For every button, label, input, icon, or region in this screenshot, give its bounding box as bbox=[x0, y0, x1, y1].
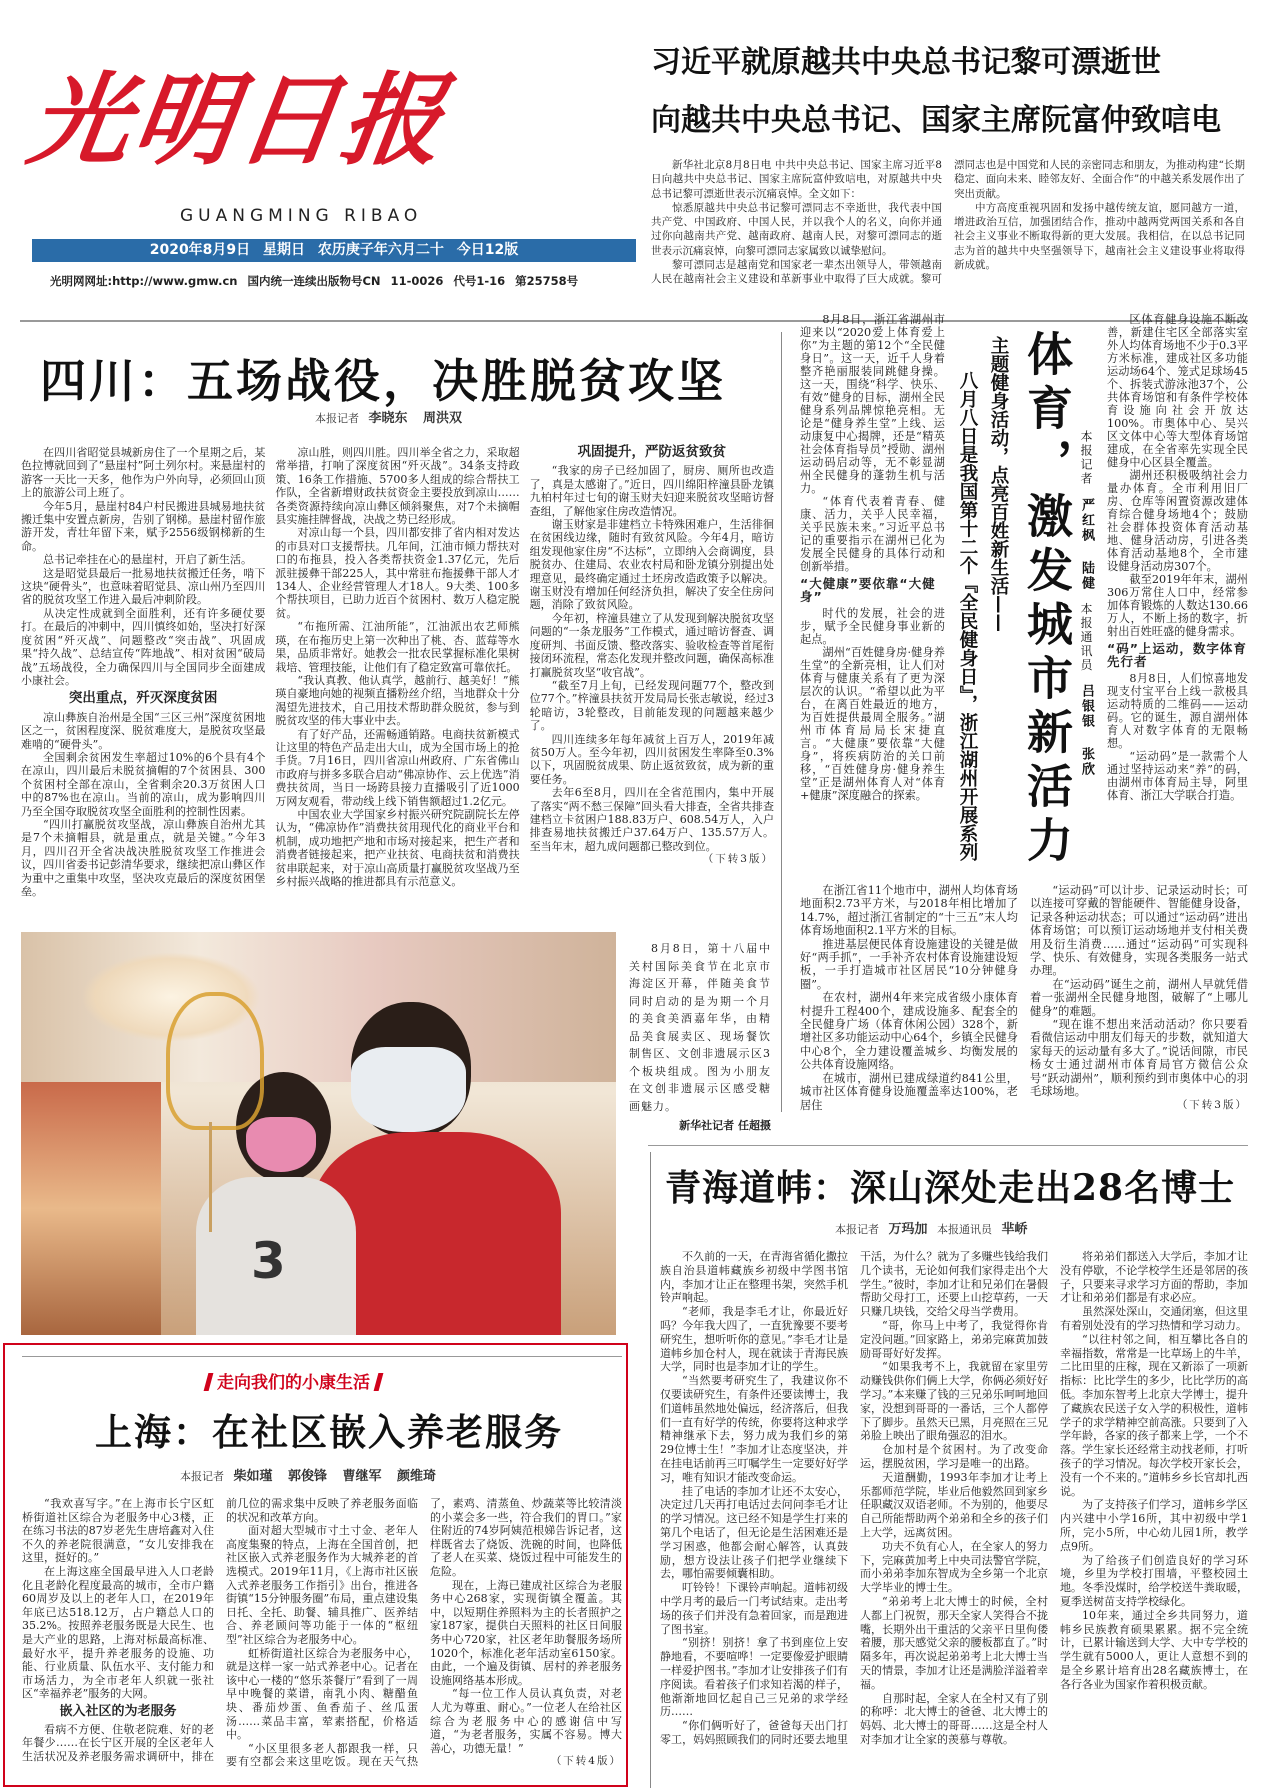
paragraph: “当然要考研究生了，我建议你不仅要读研究生，有条件还要读博士，我们道帏虽然地处偏远，经济落后，但我们一直有好学的传统，你要将这种求学精神继承下去，努力成为我们乡的第29位博士生！”李加才让态度坚决，并在挂电话前再三叮嘱学生一定要好好学习，唯有知识才能改变命运。 bbox=[660, 1374, 848, 1484]
paragraph: “小区里很多老人都跟我一样，只要有空都会来这里吃饭。现在天气热了，素鸡、清蒸鱼、炒蔬菜等比较清淡的小菜会多一些，符合我们的胃口。”家住附近的74岁阿姨范根娣告诉记者，这样既省去了烧饭、洗碗的时间，也降低了老人在买菜、烧饭过程中可能发生的危险。 bbox=[226, 1497, 622, 1769]
kicker-text: 走向我们的小康生活 bbox=[217, 1373, 370, 1393]
continued-on-page[interactable]: （下转3版） bbox=[1176, 1098, 1248, 1111]
paragraph: 今年5月，悬崖村84户村民搬进县城易地扶贫搬迁集中安置点新房，告别了钢梯。悬崖村留作旅游开发，青壮年留下来，赋予2556级钢梯新的生命。 bbox=[21, 499, 266, 553]
paragraph: “四川打赢脱贫攻坚战，凉山彝族自治州尤其是7个未摘帽县，就是重点，就是关键。”今年3月，四川召开全省决战决胜脱贫攻坚工作推进会议，四川省委书记彭清华要求，继续把凉山彝区作为重中之重集中攻坚，坚决攻克最后的深度贫困堡垒。 bbox=[21, 817, 266, 898]
paragraph: “运动码”是一款需个人通过坚持运动来“养”的码，由湖州市体育局主导，阿里体育、浙江大学联合打造。 bbox=[1107, 750, 1248, 802]
publication-info: 光明网网址:http://www.gmw.cn 国内统一连续出版物号CN 11-0026 代号1-16 第25758号 bbox=[50, 274, 579, 288]
qinghai-article-body bbox=[660, 1250, 1248, 1747]
paragraph: “以往村邻之间，相互攀比各自的幸福指数，常常是一比草场上的牛羊，二比田里的庄稼，现在又新添了一项新指标：比比学生的多少，比比学历的高低。李加东智考上北京大学博士，提升了藏族农民送子女入学的积极性，道帏学子的求学精神空前高涨。只要到了入学年龄，各家的孩子都来上学，一个不落。学生家长还经常主动找老师，打听孩子的学习情况。每次学校开家长会，没有一个不来的。”道帏乡乡长官却扎西说。 bbox=[1060, 1332, 1248, 1498]
news-photo-children-sugar-painting[interactable] bbox=[21, 932, 616, 1335]
byline-label: 本报通讯员 bbox=[1079, 602, 1093, 673]
section-divider bbox=[22, 1356, 622, 1357]
subheading: “大健康”要依靠“大健身” bbox=[800, 576, 936, 604]
paragraph: 在上海这座全国最早进入人口老龄化且老龄化程度最高的城市，全市户籍60周岁及以上的老年人口，在2019年年底已达518.12万，占户籍总人口的35.2%。按照养老服务既是大民生、也是大产业的思路，上海对标最高标准、最好水平，提升养老服务的设施、功能、行业质量、队伍水平、支付能力和市场活力，为全市老年人织就一张社区“幸福养老”服务的大网。 bbox=[22, 1564, 214, 1701]
subheading: 嵌入社区的为老服务 bbox=[59, 1703, 177, 1719]
paragraph: 湖州“百姓健身房·健身养生堂”的全新亮相，让人们对体育与健康关系有了更为深层次的认识。“希望以此为平台，在离百姓最近的地方，为百姓提供最周全服务。”湖州市体育局局长宋捷直言。“大健康”要依靠“大健身”，将疾病防治的关口前移，“百姓健身房·健身养生堂”正是湖州体育人对“体育+健康”深度融合的探索。 bbox=[800, 646, 945, 802]
author: 吕银银 bbox=[1079, 684, 1094, 730]
paragraph: 惊悉原越共中央总书记黎可漂同志不幸逝世，我代表中国共产党、中国政府、中国人民，并以我个人的名义，向你并通过你向越南共产党、越南政府、越南人民，对黎可漂同志的逝世表示沉痛哀悼，向黎可漂同志家属致以诚挚慰问。 bbox=[651, 201, 942, 257]
sichuan-byline bbox=[315, 407, 468, 426]
paragraph: 叮铃铃！下课铃声响起。道帏初级中学月考的最后一门考试结束。走出考场的孩子们并没有急着回家，而是跑进了图书室。 bbox=[660, 1581, 848, 1636]
qinghai-headline[interactable]: 青海道帏：深山深处走出28名博士 bbox=[665, 1167, 1236, 1209]
paragraph: 虹桥街道社区综合为老服务中心，就是这样一家一站式养老中心。记者在该中心一楼的“悠乐茶餐厅”看到了一周早中晚餐的菜谱，南乳小肉、糖醋鱼块、番茄炒蛋、鱼香茄子、丝瓜蛋汤……菜品丰富，荤素搭配，价格适中。 bbox=[226, 1646, 418, 1742]
sugar-painting bbox=[166, 992, 264, 1130]
paragraph: 自那时起，全家人在全村又有了别的称呼：北大博士的爸爸、北大博士的妈妈、北大博士的哥哥……这是全村人对李加才让全家的羡慕与尊敬。 bbox=[860, 1691, 1048, 1746]
byline-label: 本报记者 bbox=[315, 412, 359, 425]
kicker-bar-left bbox=[204, 1373, 214, 1391]
paragraph: 在农村，湖州4年来完成省级小康体育村提升工程400个，建成设施多、配套全的全民健身广场（体育休闲公园）328个，新增社区多功能运动中心64个，乡镇全民健身中心8个，全力建设覆盖城乡、均衡发展的公共体育设施网络。 bbox=[800, 991, 1018, 1072]
paragraph: 天道酬勤，1993年李加才让考上乐都师范学院，毕业后他毅然回到家乡任职藏汉双语老师。不为别的，他要尽自己所能帮助两个弟弟和全乡的孩子们上大学，远离贫困。 bbox=[860, 1470, 1048, 1539]
paragraph: “老师，我是李毛才让，你最近好吗？今年我大四了，一直犹豫要不要考研究生，想听听你的意见。”李毛才让是道帏乡加仓村人，现在就读于青海民族大学，同时也是李加才让的学生。 bbox=[660, 1305, 848, 1374]
paragraph: “我认真教、他认真学，越前行、越美好！”熊瑛自豪地向她的视频直播粉丝介绍，当地群众十分渴望先进技术，自己用技术帮助群众脱贫，参与到脱贫攻坚的伟大事业中去。 bbox=[275, 673, 520, 728]
zhejiang-left-column bbox=[800, 313, 945, 802]
author: 万玛加 bbox=[888, 1222, 928, 1237]
boy-face-mask bbox=[351, 1047, 466, 1132]
paragraph: 去年6至8月，四川在全省范围内，集中开展了落实“两不愁三保障”回头看大排查，全省共排查建档立卡贫困户188.83万户、608.54万人，入户排查易地扶贫搬迁户37.64万户、135.57万人。至当年末，超九成问题都已整改到位。 bbox=[529, 786, 774, 853]
paragraph: 中国农业大学国家乡村振兴研究院副院长左停认为，“佛凉协作”消费扶贫用现代化的商业平台和机制，成功地把产地和市场对接起来，把生产者和消费者链接起来，把产业扶贫、电商扶贫和消费扶贫串联起来，对于凉山高质量打赢脱贫攻坚战乃至乡村振兴战略的推进都具有示范意义。 bbox=[275, 807, 520, 888]
subheading: “码”上运动，数字体育先行者 bbox=[1107, 641, 1247, 669]
paragraph: 今年初，梓潼县建立了从发现到解决脱贫攻坚问题的“一条龙服务”工作模式，通过暗访督查、调度研判、书面反馈、整改落实、验收检查等首尾衔接闭环流程，常态化发现并整改问题，确保高标准打赢脱贫攻坚“收官战”。 bbox=[529, 611, 774, 679]
paragraph: 凉山胜，则四川胜。四川举全省之力，采取超常举措，打响了深度贫困“歼灭战”。34条支持政策、16条工作措施、5700多人组成的综合帮扶工作队，全省新增财政扶贫资金主要投放到凉山……各类资源持续向凉山彝区倾斜聚焦，对7个未摘帽县实施挂牌督战，决战之势已经形成。 bbox=[275, 446, 520, 527]
byline-label: 本报记者 bbox=[835, 1223, 879, 1236]
paragraph: “你们俩听好了，爸爸每天出门打零工，妈妈照顾我们的同时还要去地里干活，为什么？就为了多赚些钱给我们几个读书，无论如何我们家得走出个大学生。”彼时，李加才让和兄弟们在暑假帮助父母打工，还要上山挖草药，一天只赚几块钱，交给父母当学费用。 bbox=[660, 1250, 1048, 1746]
paragraph: “如果我考不上，我就留在家里劳动赚钱供你们俩上大学，你俩必须好好学习。”本来赚了钱的三兄弟乐呵呵地回家，没想到哥哥的一番话，三个人都停下了脚步。虽然天已黑，月亮照在三兄弟脸上映出了眼角强忍的泪水。 bbox=[860, 1360, 1048, 1443]
newspaper-name-pinyin: GUANGMING RIBAO bbox=[180, 206, 423, 226]
paragraph: 挂了电话的李加才让还不太安心，决定过几天再打电话过去问问李毛才让的学习情况。这已经不知是学生打来的第几个电话了，但无论是生活困难还是学习困惑，他都会耐心解答，认真鼓励，想方设法让孩子们把学业继续下去，哪怕需要倾囊相助。 bbox=[660, 1484, 848, 1581]
paragraph: 从决定性成就到全面胜利，还有许多硬仗要打。在最后的冲刺中，四川慎终如始，坚决打好深度贫困“歼灭战”、问题整改“突击战”、巩固成果“持久战”、总结宣传“阵地战”、相对贫困“破局战”五场战役，全力确保四川与全国同步全面建成小康社会。 bbox=[21, 606, 266, 687]
zhejiang-subtitle-1: 主题健身活动，点亮百姓新生活—— bbox=[988, 336, 1009, 632]
paragraph: “布拖所需、江油所能”，江油派出农艺师熊瑛，在布拖历史上第一次种出了桃、杏、蓝莓等水果，品质非常好。她教会一批农民掌握标准化果树栽培、管理技能，让他们有了稳定致富可靠依托。 bbox=[275, 620, 520, 674]
author: 严红枫 bbox=[1079, 497, 1094, 543]
paragraph: “截至7月上旬，已经发现问题77个，整改到位77个。”梓潼县扶贫开发局局长张志敏说，经过3轮暗访，3轮整改，目前能发现的问题越来越少了。 bbox=[529, 678, 774, 733]
paragraph: 推进基层便民体育设施建设的关键是做好“两手抓”，一手补齐农村体育设施建设短板，一手打造城市社区居民“10分钟健身圈”。 bbox=[800, 937, 1018, 991]
paragraph: 虽然深处深山，交通闭塞，但这里有着别处没有的学习热情和学习动力。 bbox=[1060, 1305, 1248, 1332]
paragraph: 时代的发展，社会的进步，赋予全民健身事业新的起点。 bbox=[800, 607, 945, 646]
sugar-painting-stick bbox=[209, 1122, 212, 1232]
byline-label: 本报记者 bbox=[180, 1470, 224, 1483]
qinghai-byline bbox=[835, 1218, 1034, 1237]
paragraph: 新华社北京8月8日电 中共中央总书记、国家主席习近平8日向越共中央总书记、国家主席阮富仲致唁电，对原越共中央总书记黎可漂逝世表示沉痛哀悼。全文如下： bbox=[651, 159, 942, 200]
paragraph: 凉山彝族自治州是全国“三区三州”深度贫困地区之一，贫困程度深、脱贫难度大，是脱贫攻坚最难啃的“硬骨头”。 bbox=[21, 710, 266, 751]
paragraph: 8月8日，人们惊喜地发现支付宝平台上线一款极具运动特质的二维码——运动码。它的诞生，源自湖州体育人对数字体育的无限畅想。 bbox=[1107, 672, 1248, 750]
paragraph: 在城市，湖州已建成绿道约841公里，城市社区体育健身设施覆盖率达100%，老居住 bbox=[800, 1071, 1018, 1112]
zhejiang-byline bbox=[1077, 430, 1096, 783]
paragraph: 在浙江省11个地市中，湖州人均体育场地面积2.73平方米，与2018年相比增加了14.7%，超过浙江省制定的“十三五”末人均体育场地面积2.1平方米的目标。 bbox=[800, 884, 1018, 938]
shanghai-byline bbox=[180, 1465, 442, 1484]
paragraph: 中方高度重视巩固和发扬中越传统友谊，愿同越方一道，增进政治互信，加强团结合作，推动中越两党两国关系和各自社会主义事业不断取得新的更大发展。我相信，在以总书记同志为首的越共中央坚强领导下，越南社会主义建设事业将取得新成就。 bbox=[954, 201, 1245, 272]
paragraph: 仓加村是个贫困村。为了改变命运，摆脱贫困，学习是唯一的出路。 bbox=[860, 1443, 1048, 1470]
paragraph: 现在，上海已建成社区综合为老服务中心268家，实现街镇全覆盖。其中，以短期住养照料为主的长者照护之家187家，提供白天照料的社区日间服务中心720家，社区老年助餐服务场所1020个，标准化老年活动室6150家。由此，一个遍及街镇、居村的养老服务设施网络基本形成。 bbox=[430, 1578, 622, 1687]
section-divider bbox=[648, 1145, 1248, 1146]
shanghai-article-body bbox=[22, 1497, 622, 1769]
byline-label: 本报通讯员 bbox=[937, 1223, 993, 1236]
column-kicker bbox=[200, 1368, 387, 1393]
paragraph: 在四川省昭觉县城新房住了一个星期之后，某色拉博就回到了“悬崖村”阿土列尔村。来悬崖村的游客一天比一天多，他作为户外向导，必须回山顶上的旅游公司上班了。 bbox=[21, 446, 266, 500]
zhejiang-bottom-columns bbox=[800, 884, 1248, 1112]
paragraph: 对凉山每一个县，四川都安排了省内相对发达的市县对口支援帮扶。几年间，江油市倾力帮扶对口的布拖县，投入各类帮扶资金1.37亿元，先后派驻援彝干部225人，其中常驻布拖援彝干部人才134人、企业经营管理人才18人。9大类、100多个帮扶项目，已助力近百个贫困村、数万人稳定脱贫。 bbox=[275, 526, 520, 620]
sichuan-headline[interactable]: 四川：五场战役，决胜脱贫攻坚 bbox=[40, 354, 726, 408]
author: 曹继军 bbox=[342, 1469, 382, 1484]
lead-headline-line2: 向越共中央总书记、国家主席阮富仲致唁电 bbox=[651, 103, 1221, 138]
kicker-bar-right bbox=[374, 1373, 384, 1391]
paragraph: 截至2019年年末，湖州306万常住人口中，经常参加体育锻炼的人数达130.66万人，不断上扬的数字，折射出百姓旺盛的健身需求。 bbox=[1107, 573, 1248, 638]
paragraph: “体育代表着青春、健康、活力，关乎人民幸福，关乎民族未来。”习近平总书记的重要指示在湖州已化为发展全民健身的具体行动和创新举措。 bbox=[800, 495, 945, 573]
author: 张欣 bbox=[1079, 747, 1094, 778]
paragraph: 总书记牵挂在心的悬崖村，开启了新生活。 bbox=[43, 553, 252, 567]
author: 周洪双 bbox=[423, 411, 463, 426]
paragraph: “弟弟考上北大博士的时候，全村人都上门祝贺，那天全家人笑得合不拢嘴，长期外出干重活的父亲平日里佝偻着腰，那天感觉父亲的腰板都直了。”时隔多年，再次说起弟弟考上北大博士当天的情景，李加才让还是满脸洋溢着幸福。 bbox=[860, 1594, 1048, 1691]
paragraph: “别挤！别挤！拿了书到座位上安静地看，不要喧哗！一定要像爱护眼睛一样爱护图书。”李加才让安排孩子们有序阅读。看着孩子们求知若渴的样子，他渐渐地回忆起自己三兄弟的求学经历…… bbox=[660, 1636, 848, 1719]
author: 陆健 bbox=[1079, 560, 1094, 591]
paragraph: 为了支持孩子们学习，道帏乡学区内兴建中小学16所，其中初级中学1所，完小5所，中心幼儿园1所，教学点9所。 bbox=[1060, 1498, 1248, 1553]
author: 李晓东 bbox=[368, 411, 408, 426]
girl-face-mask bbox=[246, 1117, 316, 1172]
subheading: 突出重点，歼灭深度贫困 bbox=[68, 690, 218, 707]
paragraph: 全国剩余贫困发生率超过10%的6个县有4个在凉山，四川最后未脱贫摘帽的7个贫困县、300个贫困村全部在凉山，全省剩余20.3万贫困人口中的87%也在凉山。当前的凉山，成为影响四川乃至全国夺取脱贫攻坚全面胜利的控制性因素。 bbox=[21, 750, 266, 818]
author: 芈峤 bbox=[1001, 1222, 1028, 1237]
paragraph: 8月8日，浙江省湖州市迎来以“2020爱上体育爱上你”为主题的第12个“全民健身日”。这一天，近千人身着整齐艳丽服装同跳健身操。这一天，围绕“科学、快乐、有效”健身的目标，湖州全民健身系列品牌惊艳亮相。无论是“健身养生堂”上线、运动康复中心揭牌，还是“精英社会体育指导员”授勋、湖州运动码启动等，无不彰显湖州全民健身的蓬勃生机与活力。 bbox=[800, 313, 945, 495]
paragraph: “现在谁不想出来活动活动？你只要看看微信运动中朋友们每天的步数，就知道大家每天的运动量有多大了。”说话间隙，市民杨女士通过湖州市体育局官方微信公众号“跃动湖州”，顺利预约到市奥体中心的羽毛球场地。 bbox=[1030, 1018, 1248, 1099]
date-bar: 2020年8月9日 星期日 农历庚子年六月二十 今日12版 bbox=[32, 239, 636, 262]
paragraph: 功夫不负有心人，在全家人的努力下，完麻黄加考上中央司法警官学院，而小弟弟李加东智成为全乡第一个北京大学毕业的博士生。 bbox=[860, 1539, 1048, 1595]
paragraph: 四川连续多年每年减贫上百万人，2019年减贫50万人。至今年初，四川贫困发生率降至0.3%以下，巩固脱贫成果、防止返贫致贫，成为新的重要任务。 bbox=[529, 732, 774, 786]
lead-article-body bbox=[651, 158, 1245, 287]
zhejiang-left-border bbox=[781, 332, 782, 1112]
paragraph: 黎可漂同志是越南党和国家老一辈杰出领导人，带领越南人民在越南社会主义建设和革新事业中取得了巨大成就。黎可漂同志也是中国党和人民的亲密同志和朋友，为推动构建“长期稳定、面向未来、睦邻友好、全面合作”的中越关系发展作出了突出贡献。 bbox=[651, 159, 1245, 286]
section-divider bbox=[20, 320, 1248, 322]
paragraph: 湖州还积极吸纳社会力量办体育。全市利用旧厂房、仓库等闲置资源改建体育综合健身场地4个；鼓励社会群体投资体育活动基地、健身活动房，引进各类体育活动基地8个，全市建设健身活动房307个。 bbox=[1107, 469, 1248, 573]
subheading: 巩固提升，严防返贫致贫 bbox=[577, 444, 727, 460]
author: 柴如瑾 bbox=[233, 1469, 273, 1484]
zhejiang-subtitle-2: 八月八日是我国第十二个『全民健身日』，浙江湖州开展系列 bbox=[957, 371, 978, 862]
paragraph: 看病不方便、住敬老院难、好的老年餐少……在长宁区开展的全区老年人生活状况及养老服务需求调研中，排在前几位的需求集中反映了养老服务面临的状况和改革方向。 bbox=[22, 1497, 418, 1763]
paragraph: 将弟弟们都送入大学后，李加才让没有停歇，不论学校学生还是邻居的孩子，只要来寻求学习方面的帮助，李加才让和弟弟们都是有求必应。 bbox=[1060, 1250, 1248, 1305]
zhejiang-headline[interactable]: 体育，激发城市新活力 bbox=[1020, 330, 1074, 870]
paragraph: “哥，你马上中考了，我觉得你肯定没问题。”回家路上，弟弟完麻黄加鼓励哥哥好好发挥。 bbox=[860, 1318, 1048, 1360]
newspaper-logo: 光明日报 bbox=[22, 61, 455, 179]
author: 郭俊锋 bbox=[288, 1469, 328, 1484]
paragraph: “我家的房子已经加固了，厨房、厕所也改造了，真是太感谢了。”近日，四川绵阳梓潼县卧龙镇九柏村年过七旬的谢玉财夫妇迎来脱贫攻坚暗访督查组，了解他家住房改造情况。 bbox=[529, 464, 774, 518]
paragraph: 区体育健身设施不断改善，新建住宅区全部落实室外人均体育场地不少于0.3平方米标准，建成社区多功能运动场64个、笼式足球场45个、拆装式游泳池37个，公共体育场馆和有条件学校体育设施向社会开放达100%。市奥体中心、吴兴区文体中心等大型体育场馆建成，在全省率先实现全民健身中心区县全覆盖。 bbox=[1107, 313, 1248, 469]
paragraph: “我欢喜写字。”在上海市长宁区虹桥街道社区综合为老服务中心3楼，正在练习书法的87岁老先生唐培鑫对入住不久的养老院很满意，“女儿安排我在这里，挺好的。” bbox=[22, 1497, 214, 1565]
caption-text: 8月8日，第十八届中关村国际美食节在北京市海淀区开幕，伴随美食节同时启动的是为期一个月的美食美酒嘉年华，由精品美食展卖区、现场餐饮制售区、文创非遗展示区3个板块组成。图为小朋友在文创非遗展示区感受糖画魅力。 bbox=[629, 942, 771, 1113]
paragraph: 为了给孩子们创造良好的学习环境，乡里为学校打围墙，平整校园土地。冬季没煤时，给学校送牛粪取暖，夏季送树苗支持学校绿化。 bbox=[1060, 1553, 1248, 1608]
continued-on-page[interactable]: （下转4版） bbox=[550, 1755, 622, 1768]
left-stall bbox=[21, 1082, 161, 1335]
paragraph: 谢玉财家是非建档立卡特殊困难户，生活徘徊在贫困线边缘，随时有致贫风险。今年4月，暗访组发现他家住房“不达标”，立即纳入会商调度，县脱贫办、住建局、农业农村局和卧龙镇分别提出处理意见，最终确定通过土坯房改造政策予以解决。谢玉财没有增加任何经济负担，解决了安全住房问题，消除了致贫风险。 bbox=[529, 518, 774, 612]
paragraph: 不久前的一天，在青海省循化撒拉族自治县道帏藏族乡初级中学图书馆内，李加才让正在整理书架，突然手机铃声响起。 bbox=[660, 1250, 848, 1305]
paragraph: “运动码”可以计步、记录运动时长；可以连接可穿戴的智能硬件、智能健身设备，记录各种运动状态；可以通过“运动码”进出体育场馆；可以预订运动场地并支付相关费用及衍生消费……通过“运动码”可实现科学、快乐、有效健身，实现各类服务一站式办理。 bbox=[1030, 884, 1248, 978]
paragraph: 10年来，通过全乡共同努力，道帏乡民族教育硕果累累。据不完全统计，已累计输送到大学、大中专学校的学生就有5000人，更让人意想不到的是全乡累计培育出28名藏族博士，在各行各业为国家作着积极贡献。 bbox=[1060, 1608, 1248, 1691]
byline-label: 本报记者 bbox=[1079, 430, 1093, 486]
sichuan-article-body bbox=[21, 446, 774, 898]
photo-credit: 新华社记者 任超摄 bbox=[679, 1119, 771, 1132]
qinghai-left-border bbox=[650, 1152, 651, 1788]
paragraph: “每一位工作人员认真负责，对老人尤为尊重、耐心。”一位老人在给社区综合为老服务中心的感谢信中写道，“为老者服务，实属不容易。博大善心，功德无量！” bbox=[430, 1687, 622, 1755]
photo-caption bbox=[629, 940, 771, 1135]
paragraph: 在“运动码”诞生之前，湖州人早就凭借着一张湖州全民健身地图，破解了“上哪儿健身”的难题。 bbox=[1030, 977, 1248, 1018]
zhejiang-right-column bbox=[1107, 313, 1248, 802]
author: 颜维琦 bbox=[397, 1469, 437, 1484]
paragraph: 这是昭觉县最后一批易地扶贫搬迁任务，啃下这块“硬骨头”，也意味着昭觉县、凉山州乃至四川省的脱贫攻坚工作进入最后冲刺阶段。 bbox=[21, 566, 266, 607]
shirt-number: 3 bbox=[251, 1232, 286, 1290]
paragraph: 面对超大型城市寸土寸金、老年人高度集聚的特点，上海在全国首创，把社区嵌入式养老服务作为大城养老的首选模式。2019年11月，《上海市社区嵌入式养老服务工作指引》出台，推进各街镇“15分钟服务圈”布局，重点建设集日托、全托、助餐、辅具推广、医养结合、养老顾问等功能于一体的“枢纽型”社区综合为老服务中心。 bbox=[226, 1524, 418, 1646]
continued-on-page[interactable]: （下转3版） bbox=[702, 853, 774, 866]
paragraph: 有了好产品，还需畅通销路。电商扶贫新模式让这里的特色产品走出大山，成为全国市场上的抢手货。7月16日，四川省凉山州政府、广东省佛山市政府与拼多多联合启动“佛凉协作、云上优选”消费扶贫周，当日一场跨县接力直播吸引了近1000万网友观看，带动线上线下销售额超过1.2亿元。 bbox=[275, 727, 520, 808]
lead-headline-line1: 习近平就原越共中央总书记黎可漂逝世 bbox=[651, 45, 1161, 80]
shanghai-headline[interactable]: 上海：在社区嵌入养老服务 bbox=[95, 1410, 563, 1454]
lead-headline[interactable] bbox=[651, 34, 1247, 150]
